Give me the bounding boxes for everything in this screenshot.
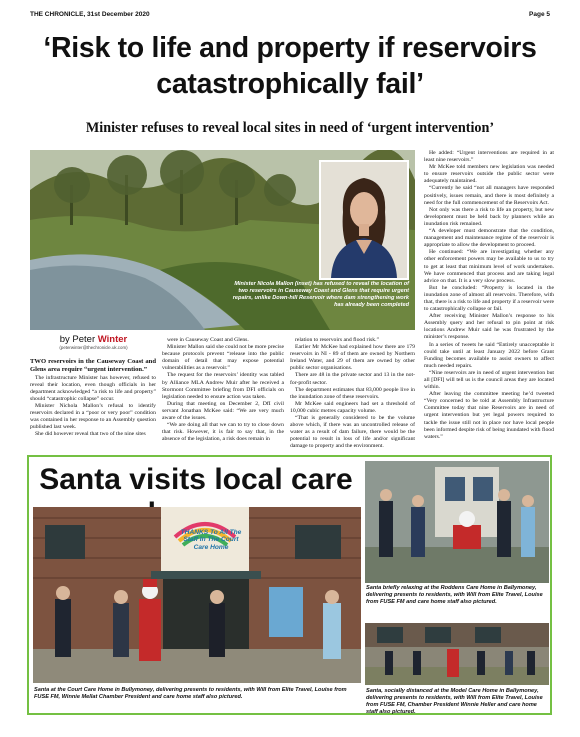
thanks-sign: THANKS To All The Staff In The Court Care Home — [180, 529, 242, 551]
byline-name: Winter — [97, 334, 128, 345]
article-paragraph: “Nine reservoirs are in need of urgent intervention but all [DFI] will tell us is the council areas they are located within. — [424, 369, 554, 391]
article-paragraph: In a series of tweets he said “Entirely unacceptable it could take until at least January 2022 before Grant Funding becomes available to assist owners to affect much needed repairs. — [424, 341, 554, 369]
article-paragraph: But he concluded: “Property is located in the inundation zone of almost all reservoirs. Therefore, with that, there is a risk to life and property if a reservoir were to catastrophically collapse or fail. — [424, 284, 554, 313]
page-number: Page 5 — [529, 11, 550, 18]
article-column-2 — [162, 337, 284, 449]
byline-prefix: by Peter — [59, 334, 96, 345]
article-paragraph: After receiving Minister Mallon’s response to his Assembly query and her refusal to pin point at risk locations Andrew Muir said he was frustrated by the minister’s response. — [424, 313, 554, 341]
headline: ‘Risk to life and property if reservoirs catastrophically fail’ — [43, 32, 537, 100]
byline — [30, 334, 157, 345]
article-lead: TWO reservoirs in the Causeway Coast and Glens area require “urgent intervention.” — [30, 358, 156, 373]
article-paragraph: Mr McKee told members new legislation was needed to ensure reservoirs outside the public sector were adequately maintained. — [424, 164, 554, 185]
page-header — [30, 11, 550, 21]
byline-email: (peterwinter@thechronicle.uk.com) — [59, 345, 128, 350]
article-column-4 — [424, 150, 554, 450]
publication-date: THE CHRONICLE, 31st December 2020 — [30, 11, 150, 18]
article-paragraph: The department estimates that 83,000 people live in the inundation zone of these reservoirs. — [290, 386, 415, 400]
article-paragraph: Minister Nichola Mallon’s refusal to identify reservoirs declared in a “poor or very poor” condition was contained in her response to an Assembly question published last week. — [30, 402, 156, 431]
santa-headline: Santa visits local care — [39, 463, 353, 496]
court-care-home-photo — [33, 507, 361, 683]
article-paragraph: “Currently he said “not all managers have responded positively, issues remain, and there is most definitely a need for the full commencement of the Reservoirs Act. — [424, 185, 554, 206]
photo-caption: Minister Nicola Mallon (inset) has refused to reveal the location of two reservoirs in Causeway Coast and Glens that require urgent repairs, unlike Down-hill Reservoir where dam strengthening work has already been completed — [232, 281, 409, 308]
article-paragraph: He added: “Urgent interventions are required in at least nine reservoirs.” — [424, 150, 554, 164]
roddens-scene — [365, 461, 549, 583]
article-paragraph: relation to reservoirs and flood risk.” — [295, 337, 380, 343]
article-paragraph: He continued: “We are investigating whether any other enforcement powers may be available to us to try to get at least that minimum level of work undertaken. We have commenced that process and are taking legal advice on that. It is a very slow process. — [424, 249, 554, 284]
article-paragraph: Minister Mallon said she could not be more precise because protocols prevent “release into the public domain of detail that may expose potential vulnerabilities as a reservoir.” — [162, 344, 284, 372]
article-paragraph: Earlier Mr McKee had explained how there are 179 reservoirs in NI - 89 of them are owned by Northern Ireland Water, and 29 of them are owned by other public sector organisations. — [290, 344, 415, 372]
article-paragraph: Mr McKee said engineers had set a threshold of 10,000 cubic metres capacity volume. — [290, 400, 415, 414]
santa-feature-box — [27, 455, 552, 715]
main-photo-caption: Santa at the Court Care Home in Bullymoney, delivering presents to residents, with Will from Elite Travel, Louise from FUSE FM, Winnie Mellat Chamber President and care home staff also pictured. — [34, 687, 347, 700]
right-top-caption: Santa briefly relaxing at the Roddens Care Home in Ballymoney, delivering presents to residents, with Will from Elite Travel, Louise from FUSE FM and care home staff also pictured. — [366, 585, 543, 605]
article-paragraph: She did however reveal that two of the nine sites — [35, 431, 146, 438]
article-paragraph: Not only was there a risk to life an property, but new development must be held back by planners while an inundation risk remained. — [424, 206, 554, 227]
minister-inset-photo — [319, 160, 409, 280]
article-paragraph: “We are doing all that we can to try to close down that risk. However, it is fair to say that, in the absence of the legislation, a risk does remain in — [162, 422, 284, 443]
article-paragraph: “A developer must demonstrate that the condition, management and maintenance regime of the reservoir is appropriate to allow the development to proceed. — [424, 228, 554, 249]
minister-portrait — [321, 162, 407, 278]
byline-block — [30, 334, 157, 350]
article-paragraph: “That is generally considered to be the volume above which, if there was an uncontrolled release of water as a result of dam failure, there would be the potential to result in loss of life and/or significant damage to property and the environment. — [290, 415, 415, 449]
article-column-1 — [30, 358, 156, 448]
reservoir-photo — [30, 150, 415, 330]
article-paragraph: After leaving the committee meeting he’d tweeted “Very concerned to be told at Assembly Infrastructure Committee today that nine Reservoirs are in need of urgent intervention but yet legal powers required to tackle the issue still not in place nor have local people been informed despite risk of being inundated with flood waters.” — [424, 391, 554, 440]
model-care-home-photo — [365, 623, 549, 685]
model-care-home-scene — [365, 623, 549, 685]
roddens-care-home-photo — [365, 461, 549, 583]
article-paragraph: There are 48 in the private sector and 13 in the not-for-profit sector. — [290, 372, 415, 386]
article-column-3 — [290, 337, 415, 449]
article-paragraph: During that meeting on December 2, DfI civil servant Jonathan McKee said: “We are very much aware of the issues. — [162, 400, 284, 422]
article-paragraph: The request for the reservoirs’ identity was tabled by Alliance MLA Andrew Muir after he received a Stormont Committee briefing from DFI officials on legislation needed to ensure action was taken. — [162, 372, 284, 400]
right-bottom-caption: Santa, socially distanced at the Model Care Home in Ballymoney, delivering presents to residents, with Will from Elite Travel, Louise from FUSE FM, Chamber President Winnie Heller and care home staff also pictured. — [366, 688, 543, 715]
article-paragraph: were in Causeway Coast and Glens. — [167, 337, 249, 343]
article-paragraph: The infrastructure Minister has however, refused to reveal their location, even though officials in her department acknowledged “a risk to life and property” should “catastrophic collapse” occur. — [30, 374, 156, 402]
subheadline: Minister refuses to reveal local sites in need of ‘urgent intervention’ — [85, 120, 495, 136]
